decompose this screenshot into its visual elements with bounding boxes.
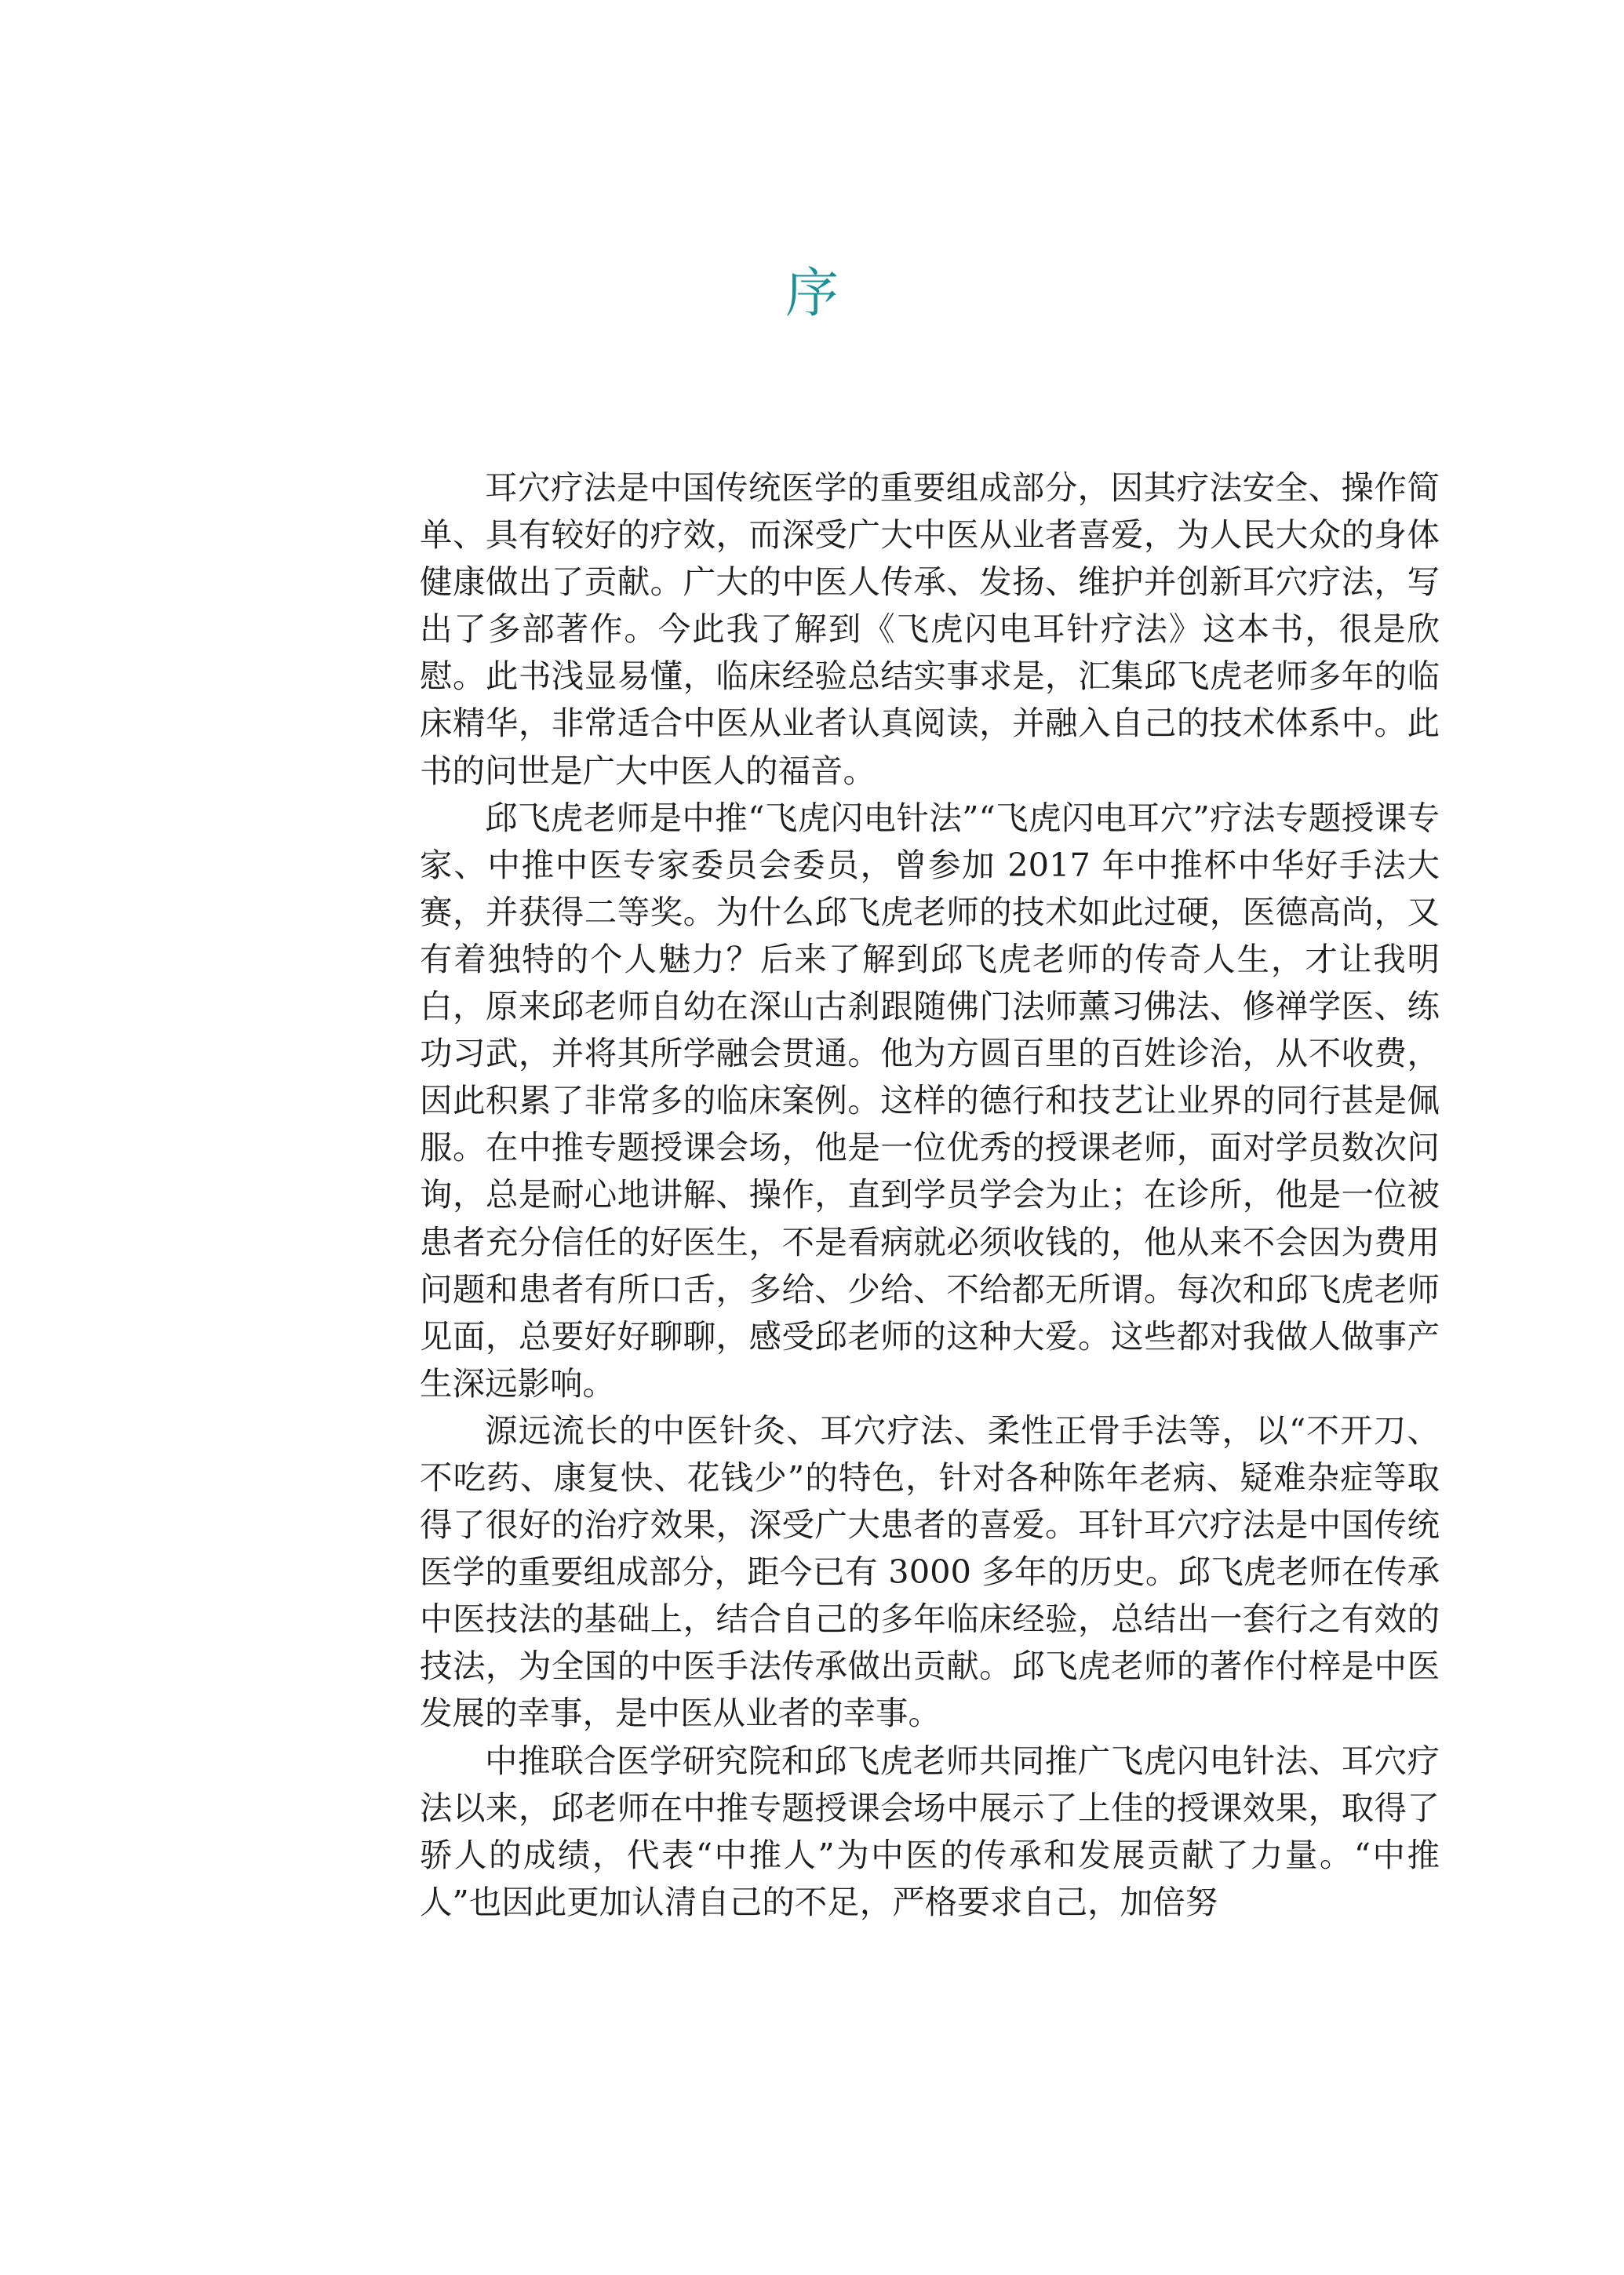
preface-body [420, 464, 1440, 1926]
page-title: 序 [785, 263, 839, 325]
paragraph: 中推联合医学研究院和邱飞虎老师共同推广飞虎闪电针法、耳穴疗法以来，邱老师在中推专题授课会场中展示了上佳的授课效果，取得了骄人的成绩，代表“中推人”为中医的传承和发展贡献了力量。“中推人”也因此更加认清自己的不足，严格要求自己，加倍努 [420, 1741, 1440, 1921]
paragraph: 邱飞虎老师是中推“飞虎闪电针法”“飞虎闪电耳穴”疗法专题授课专家、中推中医专家委员会委员，曾参加 2017 年中推杯中华好手法大赛，并获得二等奖。为什么邱飞虎老师的技术如此过硬，医德高尚，又有着独特的个人魅力？后来了解到邱飞虎老师的传奇人生，才让我明白，原来邱老师自幼在深山古刹跟随佛门法师薰习佛法、修禅学医、练功习武，并将其所学融会贯通。他为方圆百里的百姓诊治，从不收费，因此积累了非常多的临床案例。这样的德行和技艺让业界的同行甚是佩服。在中推专题授课会场，他是一位优秀的授课老师，面对学员数次问询，总是耐心地讲解、操作，直到学员学会为止；在诊所，他是一位被患者充分信任的好医生，不是看病就必须收钱的，他从来不会因为费用问题和患者有所口舌，多给、少给、不给都无所谓。每次和邱飞虎老师见面，总要好好聊聊，感受邱老师的这种大爱。这些都对我做人做事产生深远影响。 [420, 798, 1440, 1403]
paragraph: 源远流长的中医针灸、耳穴疗法、柔性正骨手法等，以“不开刀、不吃药、康复快、花钱少”的特色，针对各种陈年老病、疑难杂症等取得了很好的治疗效果，深受广大患者的喜爱。耳针耳穴疗法是中国传统医学的重要组成部分，距今已有 3000 多年的历史。邱飞虎老师在传承中医技法的基础上，结合自己的多年临床经验，总结出一套行之有效的技法，为全国的中医手法传承做出贡献。邱飞虎老师的著作付梓是中医发展的幸事，是中医从业者的幸事。 [420, 1410, 1440, 1733]
paragraph: 耳穴疗法是中国传统医学的重要组成部分，因其疗法安全、操作简单、具有较好的疗效，而深受广大中医从业者喜爱，为人民大众的身体健康做出了贡献。广大的中医人传承、发扬、维护并创新耳穴疗法，写出了多部著作。今此我了解到《飞虎闪电耳针疗法》这本书，很是欣慰。此书浅显易懂，临床经验总结实事求是，汇集邱飞虎老师多年的临床精华，非常适合中医从业者认真阅读，并融入自己的技术体系中。此书的问世是广大中医人的福音。 [420, 468, 1440, 790]
